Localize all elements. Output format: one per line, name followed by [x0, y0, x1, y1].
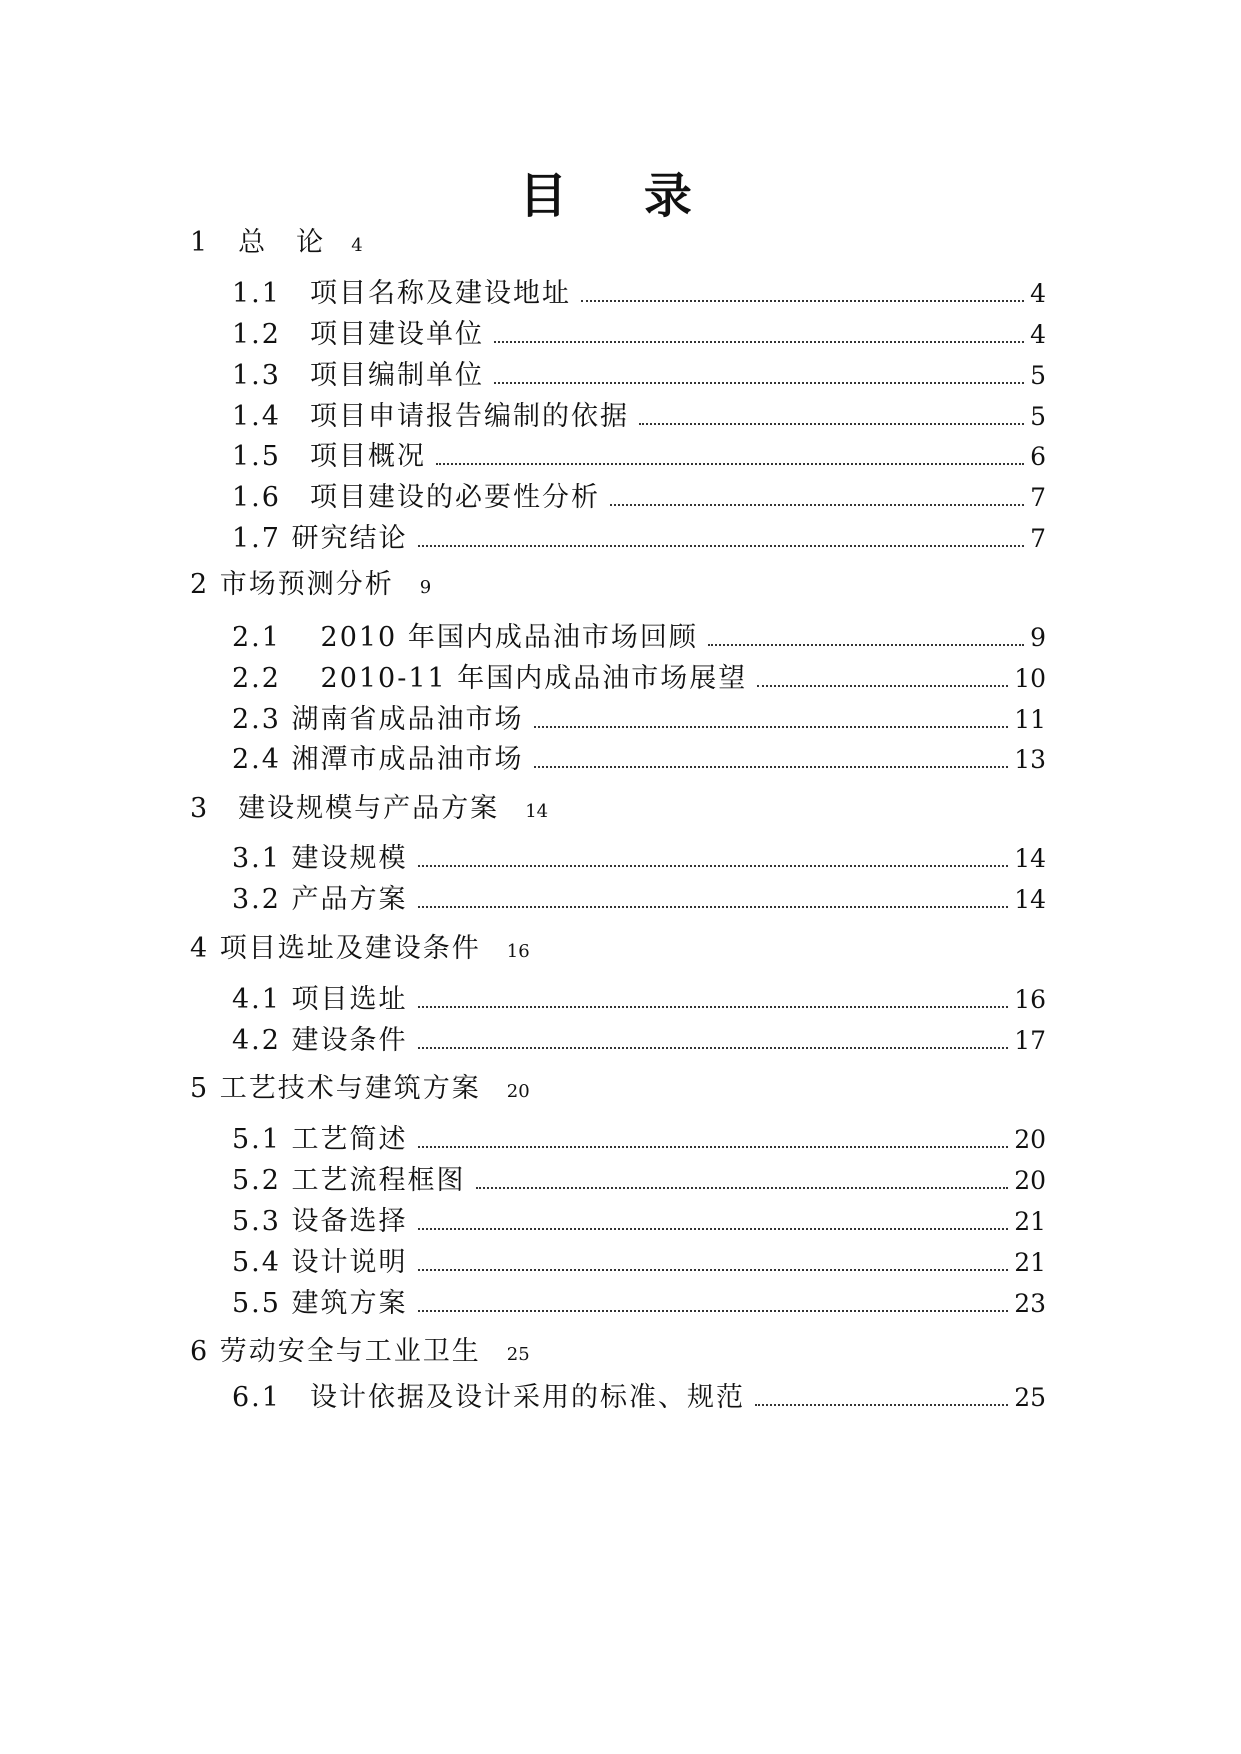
toc-entry[interactable] [232, 701, 1046, 739]
toc-entry[interactable] [232, 357, 1046, 395]
dot-leader [610, 503, 1024, 506]
toc-chapter-label: 3 建设规模与产品方案 [190, 793, 500, 824]
toc-entry[interactable] [232, 1203, 1046, 1241]
dot-leader [476, 1186, 1009, 1189]
toc-chapter-label: 6 劳动安全与工业卫生 [190, 1336, 481, 1367]
toc-entry-label: 2.1 2010 年国内成品油市场回顾 [232, 622, 698, 653]
dot-leader [418, 864, 1009, 867]
toc-chapter-label: 1 总 论 [190, 227, 326, 258]
toc-entry[interactable] [232, 479, 1046, 517]
toc-entry-page: 4 [1030, 279, 1046, 308]
toc-entry-label: 6.1 设计依据及设计采用的标准、规范 [232, 1382, 745, 1413]
toc-entry[interactable] [232, 660, 1046, 698]
toc-entry[interactable] [232, 1244, 1046, 1282]
toc-entry-page: 5 [1030, 361, 1046, 390]
toc-chapter-page: 20 [506, 1081, 530, 1102]
toc-entry-label: 1.1 项目名称及建设地址 [232, 278, 571, 309]
toc-entry-page: 13 [1014, 745, 1046, 774]
dot-leader [418, 905, 1009, 908]
toc-chapter-page: 14 [525, 801, 549, 822]
toc-entry-page: 6 [1030, 442, 1046, 471]
toc-entry-page: 17 [1014, 1026, 1046, 1055]
toc-entry-page: 14 [1014, 844, 1046, 873]
toc-chapter-page: 25 [506, 1344, 530, 1365]
toc-entry-page: 5 [1030, 402, 1046, 431]
toc-chapter-page: 9 [419, 577, 432, 598]
dot-leader [418, 1005, 1009, 1008]
dot-leader [581, 299, 1024, 302]
toc-entry-label: 2.2 2010-11 年国内成品油市场展望 [232, 663, 748, 694]
toc-entry[interactable] [232, 741, 1046, 779]
toc-entry[interactable] [232, 438, 1046, 476]
toc-entry-page: 11 [1014, 705, 1046, 734]
toc-chapter-label: 5 工艺技术与建筑方案 [190, 1073, 481, 1104]
toc-entry-page: 23 [1014, 1289, 1046, 1318]
toc-entry-page: 4 [1030, 320, 1046, 349]
toc-entry-label: 3.1 建设规模 [232, 843, 408, 874]
toc-entry[interactable] [232, 1285, 1046, 1323]
toc-entry[interactable] [232, 1162, 1046, 1200]
toc-entry[interactable] [232, 1379, 1046, 1417]
toc-entry-label: 1.2 项目建设单位 [232, 319, 484, 350]
dot-leader [494, 340, 1024, 343]
toc-entry-label: 1.6 项目建设的必要性分析 [232, 482, 600, 513]
toc-entry-page: 25 [1014, 1383, 1046, 1412]
dot-leader [755, 1403, 1008, 1406]
dot-leader [534, 765, 1009, 768]
toc-entry[interactable] [232, 520, 1046, 558]
toc-chapter-page: 4 [351, 235, 363, 256]
toc-chapter[interactable] [190, 566, 431, 607]
toc-entry-page: 10 [1014, 664, 1046, 693]
dot-leader [418, 1046, 1009, 1049]
dot-leader [436, 462, 1024, 465]
dot-leader [534, 725, 1009, 728]
toc-entry-label: 1.5 项目概况 [232, 441, 426, 472]
toc-entry-label: 4.1 项目选址 [232, 984, 408, 1015]
toc-entry-page: 14 [1014, 885, 1046, 914]
toc-entry-label: 1.3 项目编制单位 [232, 360, 484, 391]
dot-leader [708, 643, 1024, 646]
dot-leader [418, 1268, 1009, 1271]
toc-entry-label: 5.2 工艺流程框图 [232, 1165, 466, 1196]
toc-entry[interactable] [232, 1121, 1046, 1159]
toc-entry-label: 2.3 湖南省成品油市场 [232, 704, 524, 735]
toc-chapter[interactable] [190, 224, 363, 265]
toc-entry[interactable] [232, 881, 1046, 919]
toc-entry[interactable] [232, 981, 1046, 1019]
toc-entry-page: 7 [1030, 483, 1046, 512]
dot-leader [418, 1309, 1009, 1312]
toc-entry[interactable] [232, 1022, 1046, 1060]
toc-entry-label: 5.4 设计说明 [232, 1247, 408, 1278]
toc-entry-page: 9 [1030, 623, 1046, 652]
dot-leader [494, 381, 1024, 384]
dot-leader [418, 1227, 1009, 1230]
toc-entry-label: 5.1 工艺简述 [232, 1124, 408, 1155]
toc-entry[interactable] [232, 275, 1046, 313]
toc-entry-label: 4.2 建设条件 [232, 1025, 408, 1056]
toc-entry-page: 21 [1014, 1207, 1046, 1236]
toc-entry[interactable] [232, 619, 1046, 657]
toc-entry-label: 5.5 建筑方案 [232, 1288, 408, 1319]
toc-entry[interactable] [232, 316, 1046, 354]
toc-entry-page: 21 [1014, 1248, 1046, 1277]
toc-entry[interactable] [232, 840, 1046, 878]
toc-entry-label: 5.3 设备选择 [232, 1206, 408, 1237]
page-title: 目 录 [519, 168, 722, 224]
toc-entry-page: 20 [1014, 1166, 1046, 1195]
dot-leader [418, 1145, 1009, 1148]
toc-entry[interactable] [232, 398, 1046, 436]
toc-chapter-page: 16 [506, 941, 530, 962]
dot-leader [418, 544, 1025, 547]
toc-chapter-label: 2 市场预测分析 [190, 569, 394, 600]
dot-leader [757, 684, 1008, 687]
toc-entry-label: 1.4 项目申请报告编制的依据 [232, 401, 629, 432]
toc-entry-label: 2.4 湘潭市成品油市场 [232, 744, 524, 775]
toc-chapter[interactable] [190, 1333, 530, 1374]
dot-leader [639, 422, 1024, 425]
toc-chapter[interactable] [190, 790, 548, 831]
toc-entry-page: 16 [1014, 985, 1046, 1014]
toc-entry-page: 7 [1030, 524, 1046, 553]
toc-entry-label: 3.2 产品方案 [232, 884, 408, 915]
toc-chapter-label: 4 项目选址及建设条件 [190, 933, 481, 964]
toc-entry-page: 20 [1014, 1125, 1046, 1154]
toc-chapter[interactable] [190, 1070, 530, 1111]
toc-chapter[interactable] [190, 930, 530, 971]
toc-entry-label: 1.7 研究结论 [232, 523, 408, 554]
